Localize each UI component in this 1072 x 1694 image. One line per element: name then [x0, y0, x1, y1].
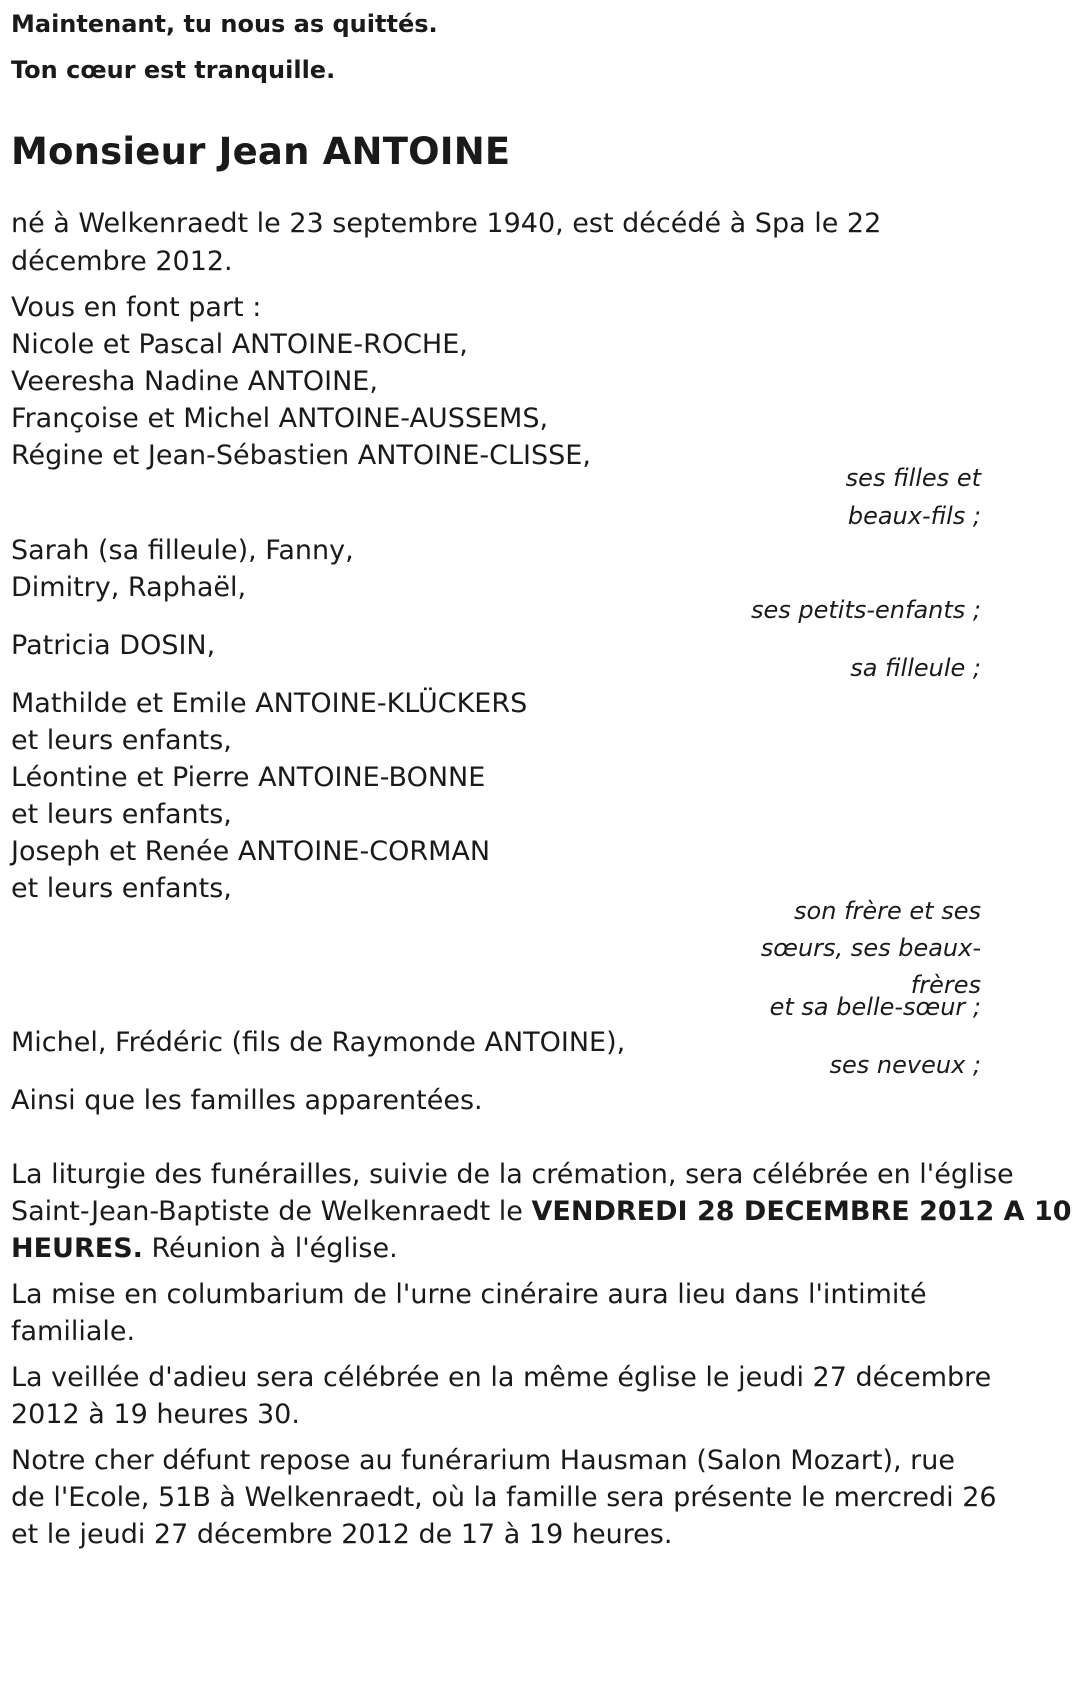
grandchild-line: Sarah (sa filleule), Fanny, [11, 535, 354, 566]
repose-line: Notre cher défunt repose au funérarium Hausman (Salon Mozart), rue [11, 1445, 956, 1476]
liturgy-line-2 [11, 1196, 1072, 1227]
nephews-line: Michel, Frédéric (fils de Raymonde ANTOINE), [11, 1027, 626, 1058]
liturgy-line-1: La liturgie des funérailles, suivie de la crémation, sera célébrée en l'église [11, 1159, 1014, 1190]
daughter-line: Veeresha Nadine ANTOINE, [11, 366, 378, 397]
relation-label: sa filleule ; [850, 654, 981, 682]
birth-line-1: né à Welkenraedt le 23 septembre 1940, est décédé à Spa le 22 [11, 208, 882, 239]
vigil-line: La veillée d'adieu sera célébrée en la même église le jeudi 27 décembre [11, 1362, 992, 1393]
goddaughter-line: Patricia DOSIN, [11, 630, 216, 661]
relation-label: et sa belle-sœur ; [769, 993, 981, 1021]
liturgy-text: Réunion à l'église. [142, 1233, 398, 1264]
repose-line: de l'Ecole, 51B à Welkenraedt, où la famille sera présente le mercredi 26 [11, 1482, 997, 1513]
sibling-line: Mathilde et Emile ANTOINE-KLÜCKERS [11, 688, 528, 719]
families-line: Ainsi que les familles apparentées. [11, 1085, 483, 1116]
relation-label: ses neveux ; [829, 1051, 981, 1079]
liturgy-line-3 [11, 1233, 398, 1264]
daughter-line: Françoise et Michel ANTOINE-AUSSEMS, [11, 403, 549, 434]
intro-line: Vous en font part : [11, 292, 262, 323]
relation-label: ses petits-enfants ; [750, 596, 981, 624]
sibling-line: et leurs enfants, [11, 873, 232, 904]
relation-label: ses filles et [845, 464, 981, 492]
relation-label: sœurs, ses beaux- [760, 934, 981, 962]
relation-label: frères [910, 971, 981, 999]
liturgy-date: VENDREDI 28 DECEMBRE 2012 A 10 [531, 1196, 1072, 1227]
daughter-line: Nicole et Pascal ANTOINE-ROCHE, [11, 329, 468, 360]
birth-line-2: décembre 2012. [11, 246, 233, 277]
liturgy-text: Saint-Jean-Baptiste de Welkenraedt le [11, 1196, 532, 1227]
sibling-line: et leurs enfants, [11, 799, 232, 830]
daughter-line: Régine et Jean-Sébastien ANTOINE-CLISSE, [11, 440, 591, 471]
sibling-line: Léontine et Pierre ANTOINE-BONNE [11, 762, 486, 793]
grandchild-line: Dimitry, Raphaël, [11, 572, 247, 603]
sibling-line: et leurs enfants, [11, 725, 232, 756]
liturgy-time: HEURES. [11, 1233, 143, 1264]
columbarium-line: La mise en columbarium de l'urne cinéraire aura lieu dans l'intimité [11, 1279, 927, 1310]
relation-label: son frère et ses [794, 897, 981, 925]
epigraph-line-1: Maintenant, tu nous as quittés. [11, 10, 438, 38]
columbarium-line: familiale. [11, 1316, 136, 1347]
repose-line: et le jeudi 27 décembre 2012 de 17 à 19 heures. [11, 1519, 673, 1550]
vigil-line: 2012 à 19 heures 30. [11, 1399, 300, 1430]
deceased-name: Monsieur Jean ANTOINE [11, 130, 511, 173]
relation-label: beaux-fils ; [847, 502, 981, 530]
epigraph-line-2: Ton cœur est tranquille. [11, 56, 336, 84]
sibling-line: Joseph et Renée ANTOINE-CORMAN [11, 836, 491, 867]
